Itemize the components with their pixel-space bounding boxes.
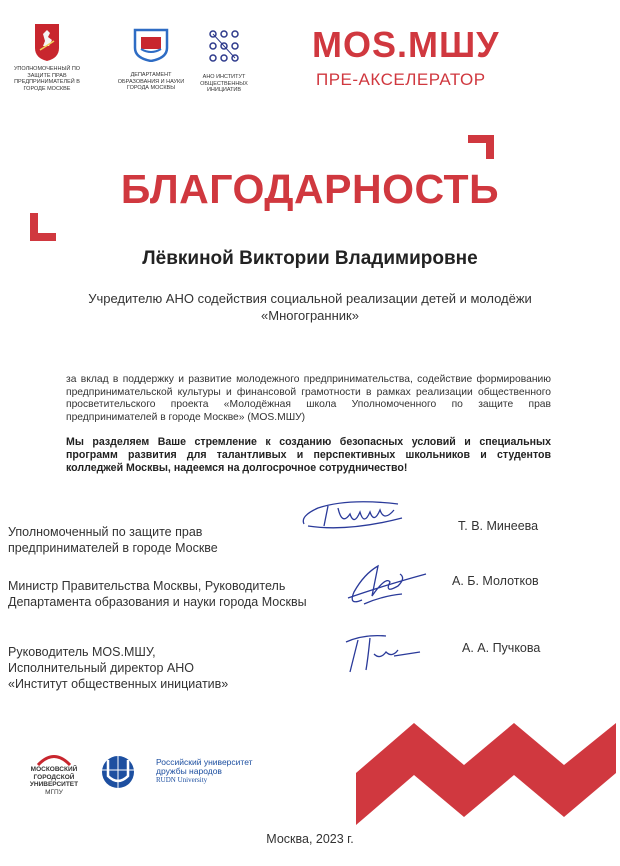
education-dept-emblem-icon: [131, 28, 171, 62]
logo-institute: [196, 28, 252, 94]
body-text: за вклад в поддержку и развитие молодежного предпринимательства, содействие формированию предпринимательской культуры и финансовой грамотности в рамках реализации общественного просветительского проекта «Молодёжная школа Уполномоченного по защите прав предпринимателей в городе Москве» (MOS.МШУ): [66, 374, 551, 423]
logo-mgpu: [16, 752, 92, 796]
rudn-line1: Российский университет: [156, 757, 253, 767]
signature-2: [342, 556, 432, 612]
mgpu-arc-icon: [34, 752, 74, 766]
brand-logo: [312, 24, 500, 66]
logo-education-department: [110, 28, 192, 92]
rudn-globe-icon: [98, 752, 142, 790]
logo2-caption: ДЕПАРТАМЕНТ ОБРАЗОВАНИЯ И НАУКИ ГОРОДА МОСКВЫ: [117, 72, 185, 91]
brand-main: MOS.: [312, 24, 409, 65]
city-year: Москва, 2023 г.: [266, 832, 354, 846]
signatory-3-line3: «Институт общественных инициатив»: [8, 677, 229, 691]
signatory-3-name: А. А. Пучкова: [462, 641, 541, 655]
certificate-title: БЛАГОДАРНОСТЬ: [120, 166, 500, 212]
signatory-3-line1: Руководитель MOS.МШУ,: [8, 645, 156, 659]
signature-1: [298, 496, 408, 536]
recipient-role: Учредителю АНО содействия социальной реализации детей и молодёжи «Многогранник»: [88, 291, 532, 323]
logo-rudn: [98, 752, 268, 792]
rudn-line2: дружбы народов: [156, 766, 222, 776]
signatory-2-position: [8, 578, 307, 610]
rudn-line3: RUDN University: [156, 776, 208, 784]
bold-statement: Мы разделяем Ваше стремление к созданию безопасных условий и специальных программ развития для талантливых и перспективных школьников и студентов колледжей Москвы, надеемся на долгосрочное сотрудничество!: [66, 436, 551, 474]
mgpu-line3: УНИВЕРСИТЕТ: [29, 781, 79, 788]
signatory-2-name: А. Б. Молотков: [452, 574, 539, 588]
logo3-caption: АНО ИНСТИТУТ ОБЩЕСТВЕННЫХ ИНИЦИАТИВ: [200, 74, 248, 93]
signatory-1-name: Т. В. Минеева: [458, 519, 539, 533]
signatory-1-position: [8, 524, 218, 556]
signatory-1-line1: Уполномоченный по защите прав: [8, 525, 203, 539]
mgpu-abbr: МГПУ: [45, 788, 63, 796]
signatory-3-position: [8, 644, 228, 692]
moscow-coat-of-arms-icon: [32, 22, 62, 62]
mgpu-line1: МОСКОВСКИЙ: [30, 766, 78, 773]
brand-subtitle: ПРЕ-АКСЕЛЕРАТОР: [316, 70, 486, 89]
signatory-2-line1: Министр Правительства Москвы, Руководитель: [8, 579, 286, 593]
signatory-1-line2: предпринимателей в городе Москве: [8, 541, 218, 555]
mgpu-line2: ГОРОДСКОЙ: [33, 773, 75, 781]
logo1-caption: УПОЛНОМОЧЕННЫЙ ПО ЗАЩИТЕ ПРАВ ПРЕДПРИНИМАТЕЛЕЙ В ГОРОДЕ МОСКВЕ: [13, 66, 81, 92]
logo-ombudsman: [8, 22, 86, 92]
signatory-3-line2: Исполнительный директор АНО: [8, 661, 194, 675]
signatory-2-line2: Департамента образования и науки города Москвы: [8, 595, 307, 609]
recipient-name: Лёвкиной Виктории Владимировне: [142, 248, 478, 269]
signature-3: [340, 630, 430, 676]
zigzag-decoration: [356, 715, 616, 825]
brand-accent: МШУ: [408, 24, 500, 65]
institute-dots-icon: [207, 28, 241, 64]
